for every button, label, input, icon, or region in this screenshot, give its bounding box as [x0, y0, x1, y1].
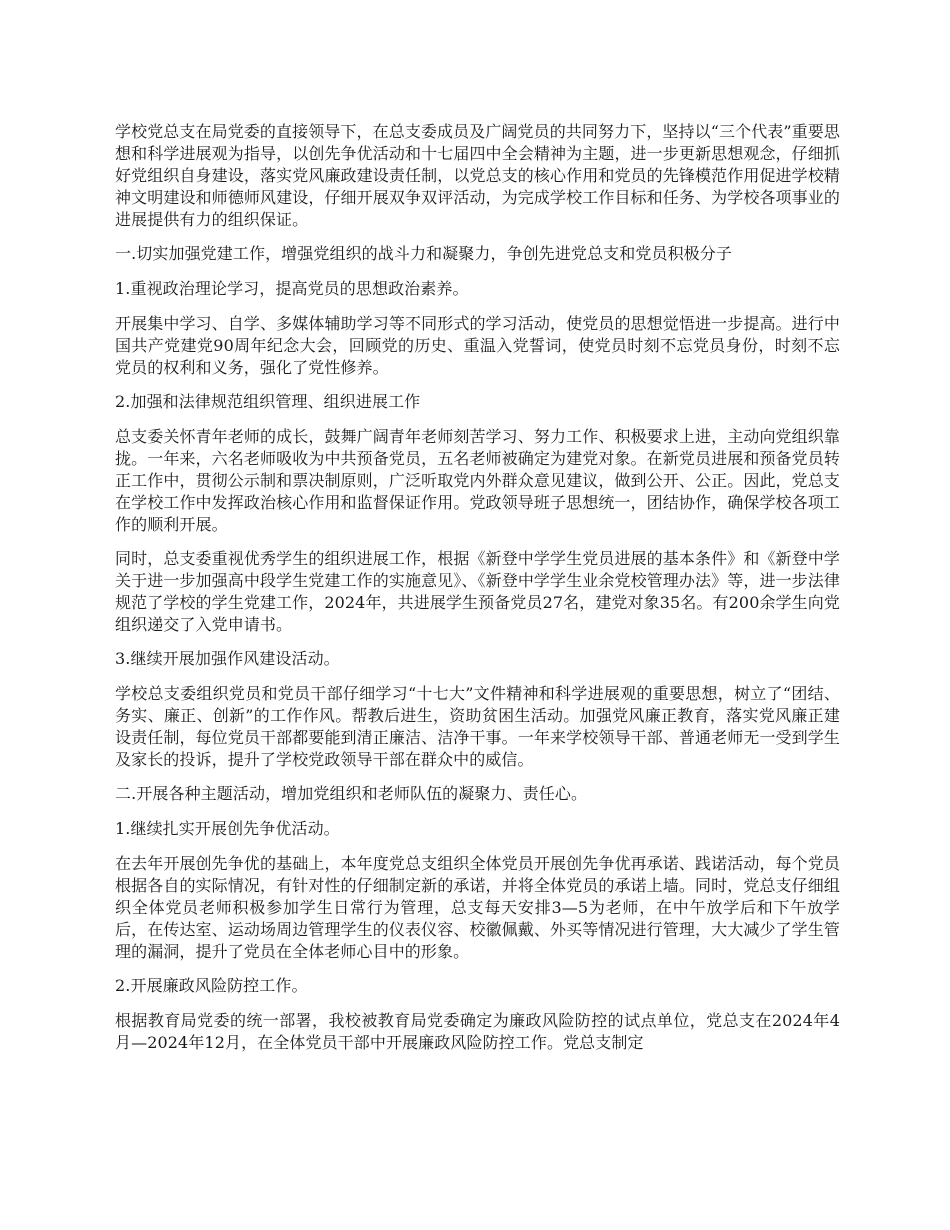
body-paragraph-students: 同时，总支委重视优秀学生的组织进展工作，根据《新登中学学生党员进展的基本条件》和《新登中学关于进一步加强高中段学生党建工作的实施意见》、《新登中学学生业余党校管理办法》等，进一步法律规范了学校的学生党建工作，2024年，共进展学生预备党员27名，建党对象35名。有200余学生向党组织递交了入党申请书。	[115, 549, 840, 634]
section-heading-2: 二.开展各种主题活动，增加党组织和老师队伍的凝聚力、责任心。	[115, 784, 588, 803]
subsection-heading-1-3: 3.继续开展加强作风建设活动。	[115, 649, 340, 668]
subsection-heading-1-1: 1.重视政治理论学习，提高党员的思想政治素养。	[115, 279, 469, 298]
body-paragraph-work-style: 学校总支委组织党员和党员干部仔细学习“十七大”文件精神和科学进展观的重要思想，树立了“团结、务实、廉正、创新”的工作作风。帮教后进生，资助贫困生活动。加强党风廉正教育，落实党风廉正建设责任制，每位党员干部都要能到清正廉洁、洁净干事。一年来学校领导干部、普通老师无一受到学生及家长的投诉，提升了学校党政领导干部在群众中的威信。	[115, 684, 840, 769]
document-page	[115, 121, 840, 1066]
subsection-heading-2-2: 2.开展廉政风险防控工作。	[115, 976, 308, 995]
section-heading-1: 一.切实加强党建工作，增强党组织的战斗力和凝聚力，争创先进党总支和党员积极分子	[115, 244, 732, 263]
subsection-heading-1-2: 2.加强和法律规范组织管理、组织进展工作	[115, 392, 421, 411]
body-paragraph-excellence: 在去年开展创先争优的基础上，本年度党总支组织全体党员开展创先争优再承诺、践诺活动，每个党员根据各自的实际情况，有针对性的仔细制定新的承诺，并将全体党员的承诺上墙。同时，党总支仔细组织全体党员老师积极参加学生日常行为管理，总支每天安排3—5为老师，在中午放学后和下午放学后，在传达室、运动场周边管理学生的仪表仪容、校徽佩戴、外买等情况进行管理，大大减少了学生管理的漏洞，提升了党员在全体老师心目中的形象。	[115, 854, 840, 961]
intro-paragraph: 学校党总支在局党委的直接领导下，在总支委成员及广阔党员的共同努力下，坚持以“三个代表”重要思想和科学进展观为指导，以创先争优活动和十七届四中全会精神为主题，进一步更新思想观念，仔细抓好党组织自身建设，落实党风廉政建设责任制，以党总支的核心作用和党员的先锋模范作用促进学校精神文明建设和师德师风建设，仔细开展双争双评活动，为完成学校工作目标和任务、为学校各项事业的进展提供有力的组织保证。	[115, 122, 840, 229]
body-paragraph-young-teachers: 总支委关怀青年老师的成长，鼓舞广阔青年老师刻苦学习、努力工作、积极要求上进，主动向党组织靠拢。一年来，六名老师吸收为中共预备党员，五名老师被确定为建党对象。在新党员进展和预备党员转正工作中，贯彻公示制和票决制原则，广泛听取党内外群众意见建议，做到公开、公正。因此，党总支在学校工作中发挥政治核心作用和监督保证作用。党政领导班子思想统一，团结协作，确保学校各项工作的顺利开展。	[115, 427, 840, 534]
body-paragraph-risk-control: 根据教育局党委的统一部署，我校被教育局党委确定为廉政风险防控的试点单位，党总支在2024年4月—2024年12月，在全体党员干部中开展廉政风险防控工作。党总支制定	[115, 1011, 840, 1052]
body-paragraph-study: 开展集中学习、自学、多媒体辅助学习等不同形式的学习活动，使党员的思想觉悟进一步提高。进行中国共产党建党90周年纪念大会，回顾党的历史、重温入党誓词，使党员时刻不忘党员身份，时刻不忘党员的权利和义务，强化了党性修养。	[115, 314, 840, 377]
subsection-heading-2-1: 1.继续扎实开展创先争优活动。	[115, 819, 340, 838]
